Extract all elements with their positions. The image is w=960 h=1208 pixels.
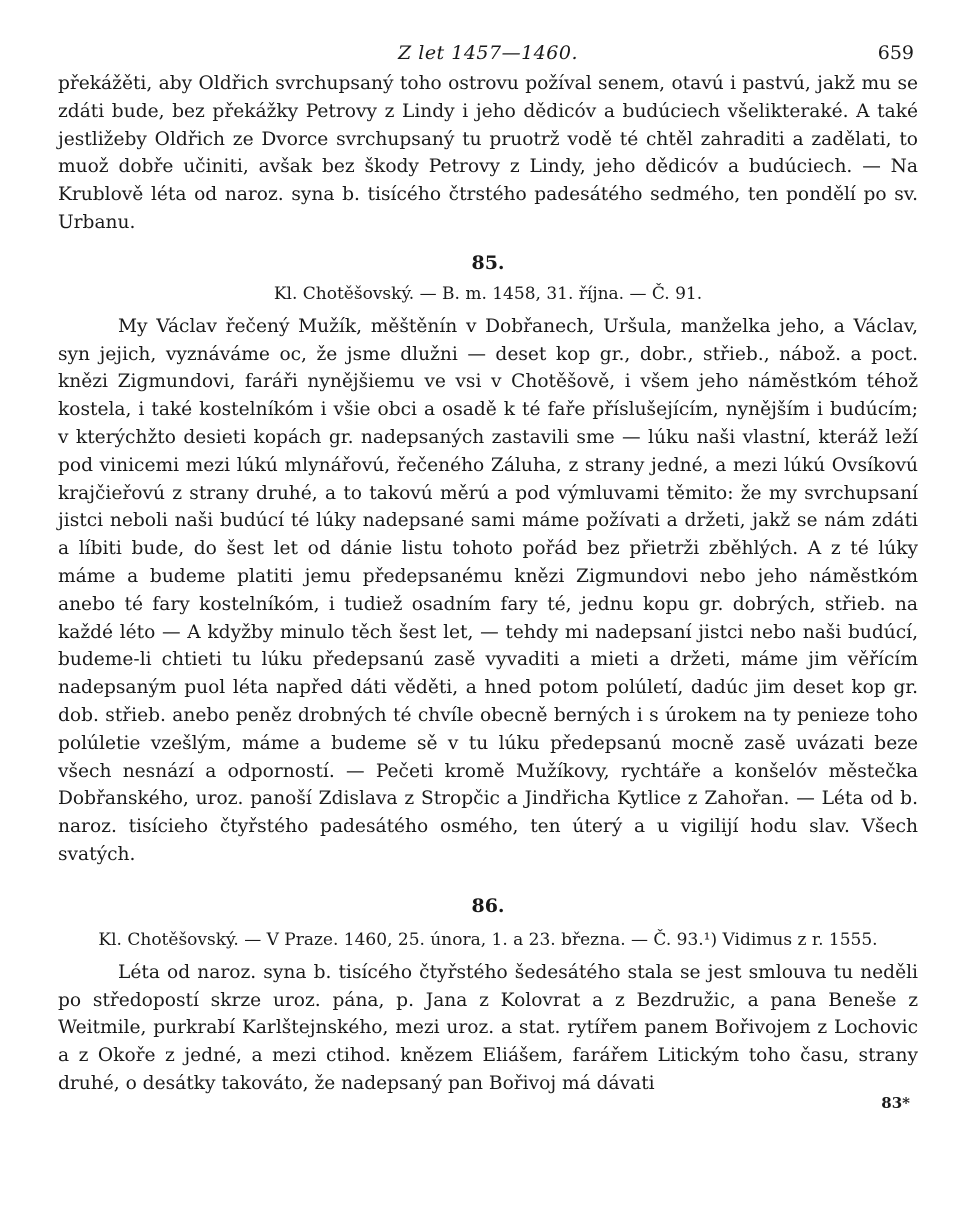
- doc-86-text: Léta od naroz. syna b. tisícého čtyřstého šedesátého stala se jest smlouva tu neděli po středopostí skrze uroz. pána, p. Jana z Kolovrat a z Bezdružic, a pana Beneše z Weitmile, purkrabí Karlštejnského, mezi uroz. a stat. rytířem panem Bořivojem z Lochovic a z Okoře z jedné, a mezi ctihod. knězem Eliášem, farářem Litickým toho času, strany druhé, o desátky takováto, že nadepsaný pan Bořivoj má dávati: [58, 961, 918, 1094]
- sheet-signature: 83*: [881, 1094, 910, 1112]
- doc-86-regest: Kl. Chotěšovský. — V Praze. 1460, 25. února, 1. a 23. března. — Č. 93.¹) Vidimus z r. 1555.: [98, 929, 878, 950]
- doc-86-number: 86.: [471, 894, 505, 917]
- page-header: [58, 40, 918, 70]
- page-number: 659: [877, 42, 914, 64]
- doc-85-regest: Kl. Chotěšovský. — B. m. 1458, 31. října. — Č. 91.: [273, 283, 703, 304]
- doc-85-number: 85.: [471, 251, 505, 274]
- running-title: Z let 1457—1460.: [398, 42, 578, 64]
- doc-84-continuation: překážěti, aby Oldřich svrchupsaný toho ostrovu požíval senem, otavú i pastvú, jakž mu se zdáti bude, bez překážky Petrovy z Lindy i jeho dědicóv a budúciech všelikteraké. A také jestližeby Oldřich ze Dvorce svrchupsaný tu pruotrž vodě té chtěl zahraditi a zadělati, to muož dobře učiniti, avšak bez škody Petrovy z Lindy, jeho dědicóv a budúciech. — Na Krublově léta od naroz. syna b. tisícého čtrstého padesátého sedmého, ten pondělí po sv. Urbanu.: [58, 73, 918, 233]
- document-page: [58, 40, 918, 1098]
- doc-85-text: My Václav řečený Mužík, měštěnín v Dobřanech, Uršula, manželka jeho, a Václav, syn jejich, vyznáváme oc, že jsme dlužni — deset kop gr., dobr., střieb., nábož. a poct. knězi Zigmundovi, faráři nynějšiemu ve vsi v Chotěšově, i všem jeho náměstkóm téhož kostela, i také kostelníkóm i všie obci a osadě k té faře příslušejícím, nynějším i budúcím; v kterýchžto desieti kopách gr. nadepsaných zastavili sme — lúku naši vlastní, kteráž leží pod vinicemi mezi lúkú mlynářovú, řečeného Záluha, z strany jedné, a mezi lúkú Ovsíkovú krajčieřovú z strany druhé, a to takovú měrú a pod výmluvami těmito: že my svrchupsaní jistci neboli naši budúcí té lúky nadepsané sami máme požívati a držeti, jakž se nám zdáti a líbiti bude, do šest let od dánie listu tohoto pořád bez přietrži zběhlých. A z té lúky máme a budeme platiti jemu předepsanému knězi Zigmundovi nebo jeho náměstkóm anebo té fary kostelníkóm, i tudiež osadním fary té, jednu kopu gr. dobrých, střieb. na každé léto — A kdyžby minulo těch šest let, — tehdy mi nadepsaní jistci nebo naši budúcí, budeme-li chtieti tu lúku předepsanú zasě vyvaditi a mieti a držeti, máme jim věřícím nadepsaným puol léta napřed dáti věděti, a hned potom polúletí, dadúc jim deset kop gr. dob. střieb. anebo peněz drobných té chvíle obecně berných i s úrokem na ty penieze toho polúletie vzešlým, máme a budeme sě v tu lúku předepsanú mocně zasě uvázati beze všech nesnází a odporností. — Pečeti kromě Mužíkovy, rychtáře a konšelóv městečka Dobřanského, uroz. panoší Zdislava z Stropčic a Jindřicha Kytlice z Zahořan. — Léta od b. naroz. tisícieho čtyřstého padesátého osmého, ten úterý a u vigilijí hodu slav. Všech svatých.: [58, 315, 918, 865]
